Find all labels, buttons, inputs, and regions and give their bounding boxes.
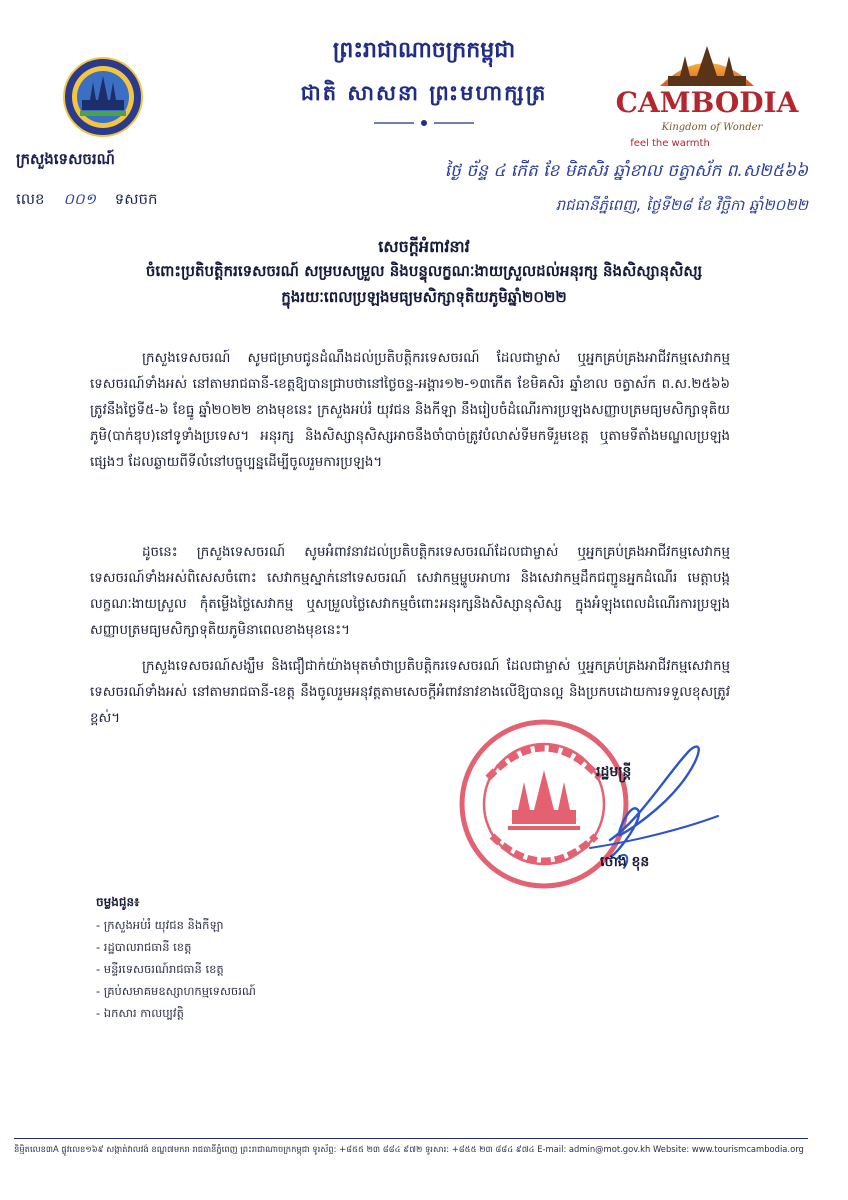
document-number-suffix: ទសចក xyxy=(114,190,158,208)
body-paragraph-3: ក្រសួងទេសចរណ៍សង្ឃឹម និងជឿជាក់យ៉ាងមុតមាំថាប្រតិបត្តិករទេសចរណ៍ ដែលជាម្ចាស់ ឬអ្នកគ្រប់គ្រងអាជីវកម្មសេវាកម្មទេសចរណ៍ទាំងអស់ នៅតាមរាជធានី-ខេត្ត នឹងចូលរួមអនុវត្តតាមសេចក្តីអំពាវនាវខាងលើឱ្យបានល្អ និងប្រកបដោយការទទួលខុសត្រូវខ្ពស់។ xyxy=(90,659,730,726)
cc-title: ចម្លងជូន៖ xyxy=(96,895,140,909)
lunar-date: ថ្ងៃ ច័ន្ទ ៤ កើត ខែ មិគសិរ ឆ្នាំខាល ចត្វាស័ក ព.ស២៥៦៦ xyxy=(444,161,808,181)
solar-date: រាជធានីភ្នំពេញ, ថ្ងៃទី២៨ ខែ វិច្ឆិកា ឆ្នាំ២០២២ xyxy=(555,196,808,214)
document-number-label: លេខ xyxy=(16,190,45,208)
divider-ornament-icon xyxy=(374,118,474,128)
document-subtitle-2: ក្នុងរយៈពេលប្រឡងមធ្យមសិក្សាទុតិយភូមិឆ្នាំ២០២២ xyxy=(281,288,567,306)
cambodia-brand-logo xyxy=(612,40,802,160)
brand-tagline-1: Kingdom of Wonder xyxy=(661,122,763,133)
document-title: សេចក្តីអំពាវនាវ xyxy=(378,237,470,256)
national-motto: ជាតិ សាសនា ព្រះមហាក្សត្រ xyxy=(300,81,548,105)
document-subtitle-1: ចំពោះប្រតិបត្តិករទេសចរណ៍ សម្របសម្រួល និងបន្ទុលក្ខណៈងាយស្រួលដល់អនុរក្ស និងសិស្សានុសិស្ស xyxy=(145,262,703,280)
cc-item: - រដ្ឋបាលរាជធានី ខេត្ត xyxy=(96,940,192,954)
cc-item: - ឯកសារ កាលប្បវត្តិ xyxy=(96,1006,184,1020)
cc-list xyxy=(96,914,256,1024)
signer-name: ថោង ខុន xyxy=(600,854,650,870)
footer-divider xyxy=(14,1138,808,1139)
cc-item: - គ្រប់សមាគមឧស្សាហកម្មទេសចរណ៍ xyxy=(96,984,256,998)
document-number xyxy=(16,190,158,212)
brand-name: CAMBODIA xyxy=(615,86,799,119)
document-number-value: ០០១ xyxy=(63,190,96,208)
brand-tagline-2: feel the warmth xyxy=(630,138,710,149)
ministry-name: ក្រសួងទេសចរណ៍ xyxy=(16,150,115,168)
body-paragraph-2: ដូចនេះ ក្រសួងទេសចរណ៍ សូមអំពាវនាវដល់ប្រតិបត្តិករទេសចរណ៍ដែលជាម្ចាស់ ឬអ្នកគ្រប់គ្រងអាជីវកម្មសេវាកម្មទេសចរណ៍ទាំងអស់ពិសេសចំពោះ សេវាកម្មស្នាក់នៅទេសចរណ៍ សេវាកម្មម្ហូបអាហារ និងសេវាកម្មដឹកជញ្ជូនអ្នកដំណើរ មេត្តាបង្កលក្ខណៈងាយស្រួល កុំតម្លើងថ្លៃសេវាកម្ម ឬសម្រួលថ្លៃសេវាកម្មចំពោះអនុរក្សនិងសិស្សានុសិស្ស ក្នុងអំឡុងពេលដំណើរការប្រឡងសញ្ញាបត្រមធ្យមសិក្សាទុតិយភូមិនាពេលខាងមុខនេះ។ xyxy=(90,545,730,638)
kingdom-heading: ព្រះរាជាណាចក្រកម្ពុជា xyxy=(332,38,516,63)
body-paragraph-1: ក្រសួងទេសចរណ៍ សូមជម្រាបជូនដំណឹងដល់ប្រតិបត្តិករទេសចរណ៍ ដែលជាម្ចាស់ ឬអ្នកគ្រប់គ្រងអាជីវកម្មសេវាកម្មទេសចរណ៍ទាំងអស់ នៅតាមរាជធានី-ខេត្តឱ្យបានជ្រាបថានៅថ្ងៃចន្ទ-អង្គារ១២-១៣កើត ខែមិគសិរ ឆ្នាំខាល ចត្វាស័ក ព.ស.២៥៦៦ ត្រូវនឹងថ្ងៃទី៥-៦ ខែធ្នូ ឆ្នាំ២០២២ ខាងមុខនេះ ក្រសួងអប់រំ យុវជន និងកីឡា នឹងរៀបចំដំណើរការប្រឡងសញ្ញាបត្រមធ្យមសិក្សាទុតិយភូមិ(បាក់ឌុប)នៅទូទាំងប្រទេស។ អនុរក្ស និងសិស្សានុសិស្សអាចនឹងចាំបាច់ត្រូវបំលាស់ទីមកទីរួមខេត្ត ឬតាមទីតាំងមណ្ឌលប្រឡងផ្សេងៗ ដែលឆ្ងាយពីទីលំនៅបច្ចុប្បន្នដើម្បីចូលរួមការប្រឡង។ xyxy=(90,351,730,470)
signer-title: រដ្ឋមន្ត្រី xyxy=(596,764,632,780)
cc-item: - មន្ទីរទេសចរណ៍រាជធានី ខេត្ត xyxy=(96,962,224,976)
cc-item: - ក្រសួងអប់រំ យុវជន និងកីឡា xyxy=(96,918,224,932)
footer-contact: និម្មិតលេខ៣A ផ្លូវលេខ១៦៩ សង្កាត់វាលវង់ ខណ្ឌ៧មករា រាជធានីភ្នំពេញ ព្រះរាជាណាចក្រកម្ពុជា ទូរស័ព្ទ: +៨៥៥ ២៣ ៨៨៤ ៩៧២ ទូរសារ: +៨៥៥ ២៣ ៨៨៤ ៩៧៤ E-mail: admin@mot.gov.kh Website: www.tourismcambodia.org xyxy=(14,1144,804,1154)
